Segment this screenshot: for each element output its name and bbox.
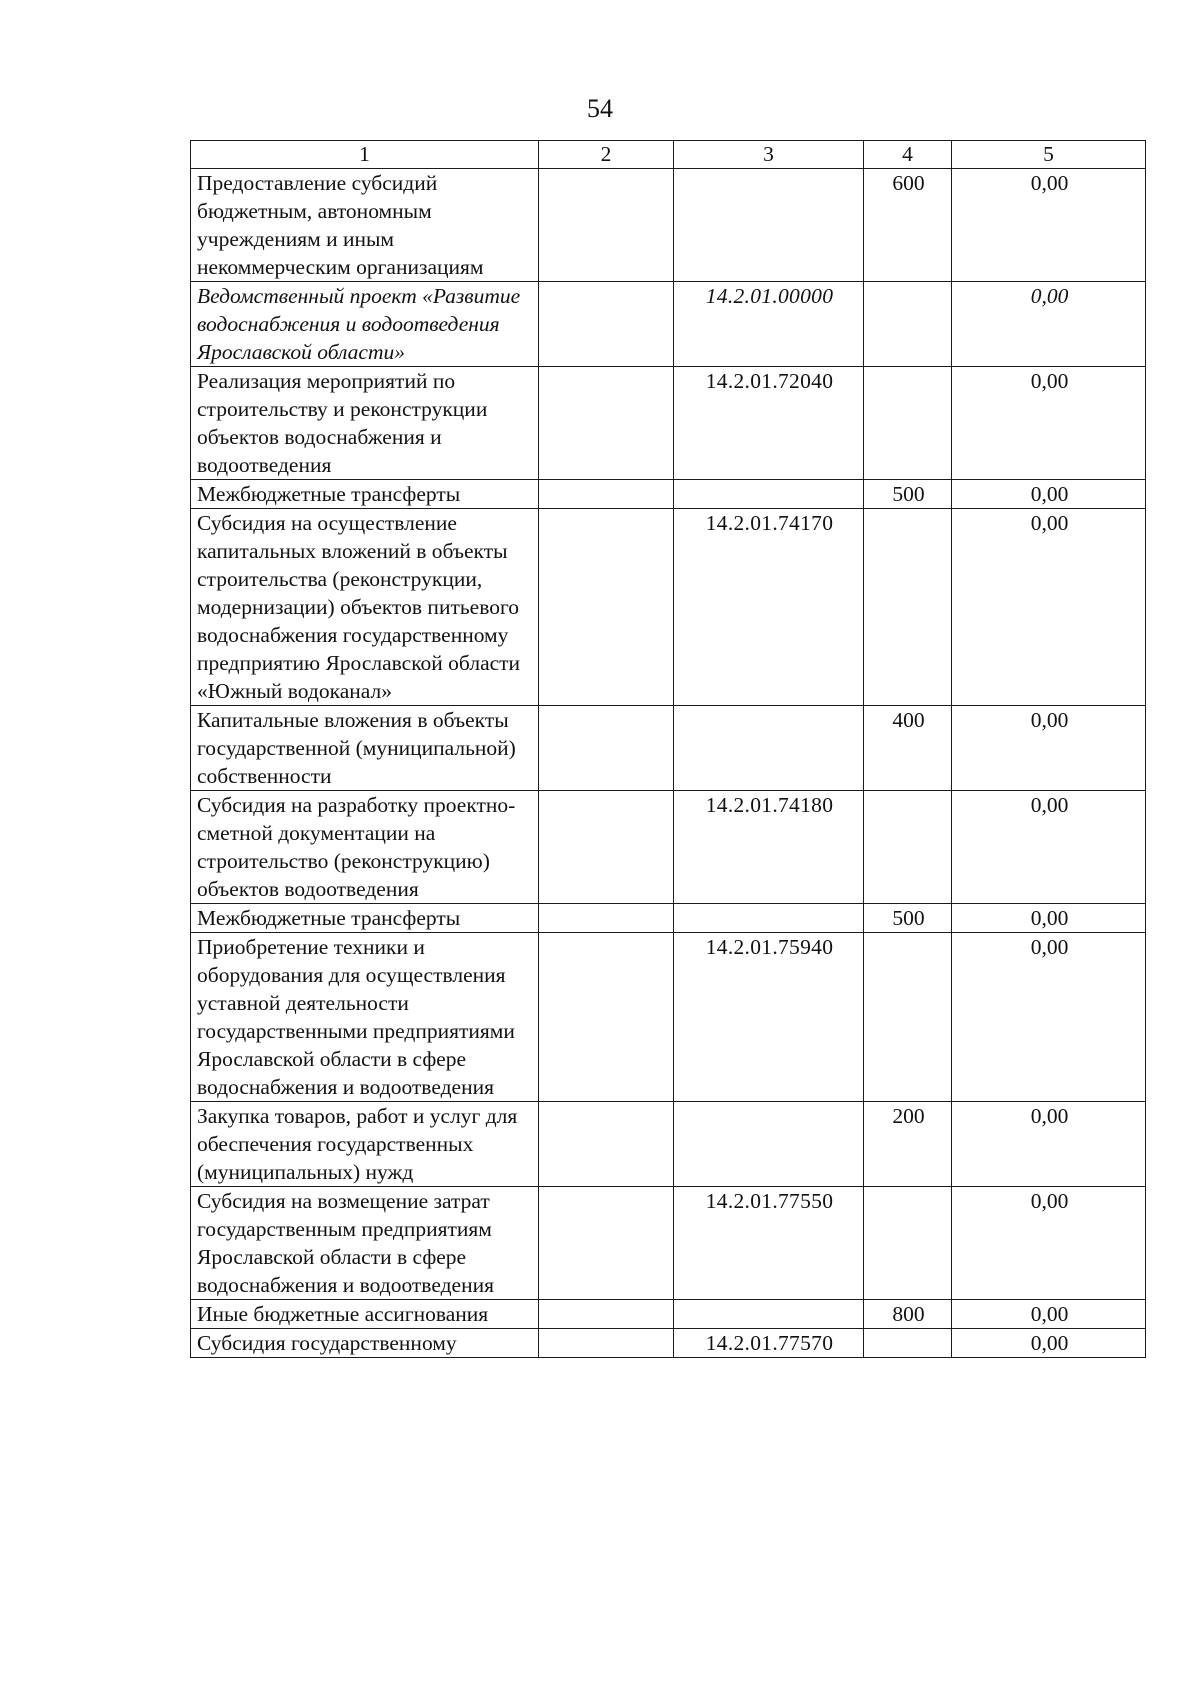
row-expense-type bbox=[864, 1329, 952, 1358]
row-target-code: 14.2.01.74180 bbox=[674, 791, 864, 904]
row-expense-type bbox=[864, 1187, 952, 1300]
table-row bbox=[191, 480, 1146, 509]
row-name: Реализация мероприятий по строительству и реконструкции объектов водоснабжения и водоотведения bbox=[191, 367, 539, 480]
row-amount: 0,00 bbox=[952, 169, 1146, 282]
row-target-code: 14.2.01.74170 bbox=[674, 509, 864, 706]
row-col2 bbox=[539, 933, 674, 1102]
row-name: Предоставление субсидий бюджетным, автономным учреждениям и иным некоммерческим организациям bbox=[191, 169, 539, 282]
row-amount: 0,00 bbox=[952, 367, 1146, 480]
row-amount: 0,00 bbox=[952, 282, 1146, 367]
row-expense-type bbox=[864, 933, 952, 1102]
row-target-code: 14.2.01.00000 bbox=[674, 282, 864, 367]
row-expense-type: 500 bbox=[864, 480, 952, 509]
row-target-code: 14.2.01.72040 bbox=[674, 367, 864, 480]
page-number: 54 bbox=[587, 94, 613, 123]
row-name: Субсидия на возмещение затрат государственным предприятиям Ярославской области в сфере водоснабжения и водоотведения bbox=[191, 1187, 539, 1300]
row-col2 bbox=[539, 282, 674, 367]
table-row bbox=[191, 1329, 1146, 1358]
row-expense-type: 600 bbox=[864, 169, 952, 282]
header-col-2: 2 bbox=[539, 141, 674, 169]
row-expense-type bbox=[864, 282, 952, 367]
row-amount: 0,00 bbox=[952, 1329, 1146, 1358]
row-target-code: 14.2.01.77570 bbox=[674, 1329, 864, 1358]
row-name: Межбюджетные трансферты bbox=[191, 904, 539, 933]
header-col-4: 4 bbox=[864, 141, 952, 169]
row-amount: 0,00 bbox=[952, 480, 1146, 509]
row-target-code bbox=[674, 1300, 864, 1329]
header-col-3: 3 bbox=[674, 141, 864, 169]
table-row bbox=[191, 367, 1146, 480]
row-amount: 0,00 bbox=[952, 706, 1146, 791]
table-row bbox=[191, 904, 1146, 933]
row-col2 bbox=[539, 1102, 674, 1187]
row-col2 bbox=[539, 904, 674, 933]
table-row bbox=[191, 169, 1146, 282]
row-expense-type: 200 bbox=[864, 1102, 952, 1187]
row-expense-type bbox=[864, 509, 952, 706]
header-col-1: 1 bbox=[191, 141, 539, 169]
row-col2 bbox=[539, 169, 674, 282]
row-col2 bbox=[539, 480, 674, 509]
table-row bbox=[191, 1102, 1146, 1187]
row-col2 bbox=[539, 1329, 674, 1358]
table-row bbox=[191, 706, 1146, 791]
row-target-code bbox=[674, 1102, 864, 1187]
row-target-code bbox=[674, 480, 864, 509]
row-target-code: 14.2.01.77550 bbox=[674, 1187, 864, 1300]
row-amount: 0,00 bbox=[952, 509, 1146, 706]
row-expense-type bbox=[864, 367, 952, 480]
row-target-code bbox=[674, 904, 864, 933]
row-col2 bbox=[539, 791, 674, 904]
row-amount: 0,00 bbox=[952, 1102, 1146, 1187]
row-name: Ведомственный проект «Развитие водоснабжения и водоотведения Ярославской области» bbox=[191, 282, 539, 367]
table-row bbox=[191, 791, 1146, 904]
row-col2 bbox=[539, 706, 674, 791]
table-header-row bbox=[191, 141, 1146, 169]
row-col2 bbox=[539, 509, 674, 706]
table-row bbox=[191, 509, 1146, 706]
row-col2 bbox=[539, 1187, 674, 1300]
header-col-5: 5 bbox=[952, 141, 1146, 169]
row-expense-type: 500 bbox=[864, 904, 952, 933]
row-expense-type: 400 bbox=[864, 706, 952, 791]
row-target-code bbox=[674, 169, 864, 282]
row-name: Субсидия на разработку проектно-сметной документации на строительство (реконструкцию) объектов водоотведения bbox=[191, 791, 539, 904]
row-name: Приобретение техники и оборудования для осуществления уставной деятельности государственными предприятиями Ярославской области в сфере водоснабжения и водоотведения bbox=[191, 933, 539, 1102]
row-name: Иные бюджетные ассигнования bbox=[191, 1300, 539, 1329]
row-amount: 0,00 bbox=[952, 904, 1146, 933]
row-amount: 0,00 bbox=[952, 1187, 1146, 1300]
table-row bbox=[191, 1300, 1146, 1329]
row-col2 bbox=[539, 367, 674, 480]
budget-table bbox=[190, 140, 1146, 1358]
row-expense-type: 800 bbox=[864, 1300, 952, 1329]
row-name: Межбюджетные трансферты bbox=[191, 480, 539, 509]
row-amount: 0,00 bbox=[952, 933, 1146, 1102]
row-col2 bbox=[539, 1300, 674, 1329]
table-row bbox=[191, 1187, 1146, 1300]
table-row bbox=[191, 933, 1146, 1102]
table-row bbox=[191, 282, 1146, 367]
row-name: Субсидия на осуществление капитальных вложений в объекты строительства (реконструкции, модернизации) объектов питьевого водоснабжения государственному предприятию Ярославской области «Южный водоканал» bbox=[191, 509, 539, 706]
row-name: Субсидия государственному bbox=[191, 1329, 539, 1358]
row-amount: 0,00 bbox=[952, 791, 1146, 904]
row-target-code bbox=[674, 706, 864, 791]
row-expense-type bbox=[864, 791, 952, 904]
row-name: Капитальные вложения в объекты государственной (муниципальной) собственности bbox=[191, 706, 539, 791]
row-amount: 0,00 bbox=[952, 1300, 1146, 1329]
row-name: Закупка товаров, работ и услуг для обеспечения государственных (муниципальных) нужд bbox=[191, 1102, 539, 1187]
row-target-code: 14.2.01.75940 bbox=[674, 933, 864, 1102]
